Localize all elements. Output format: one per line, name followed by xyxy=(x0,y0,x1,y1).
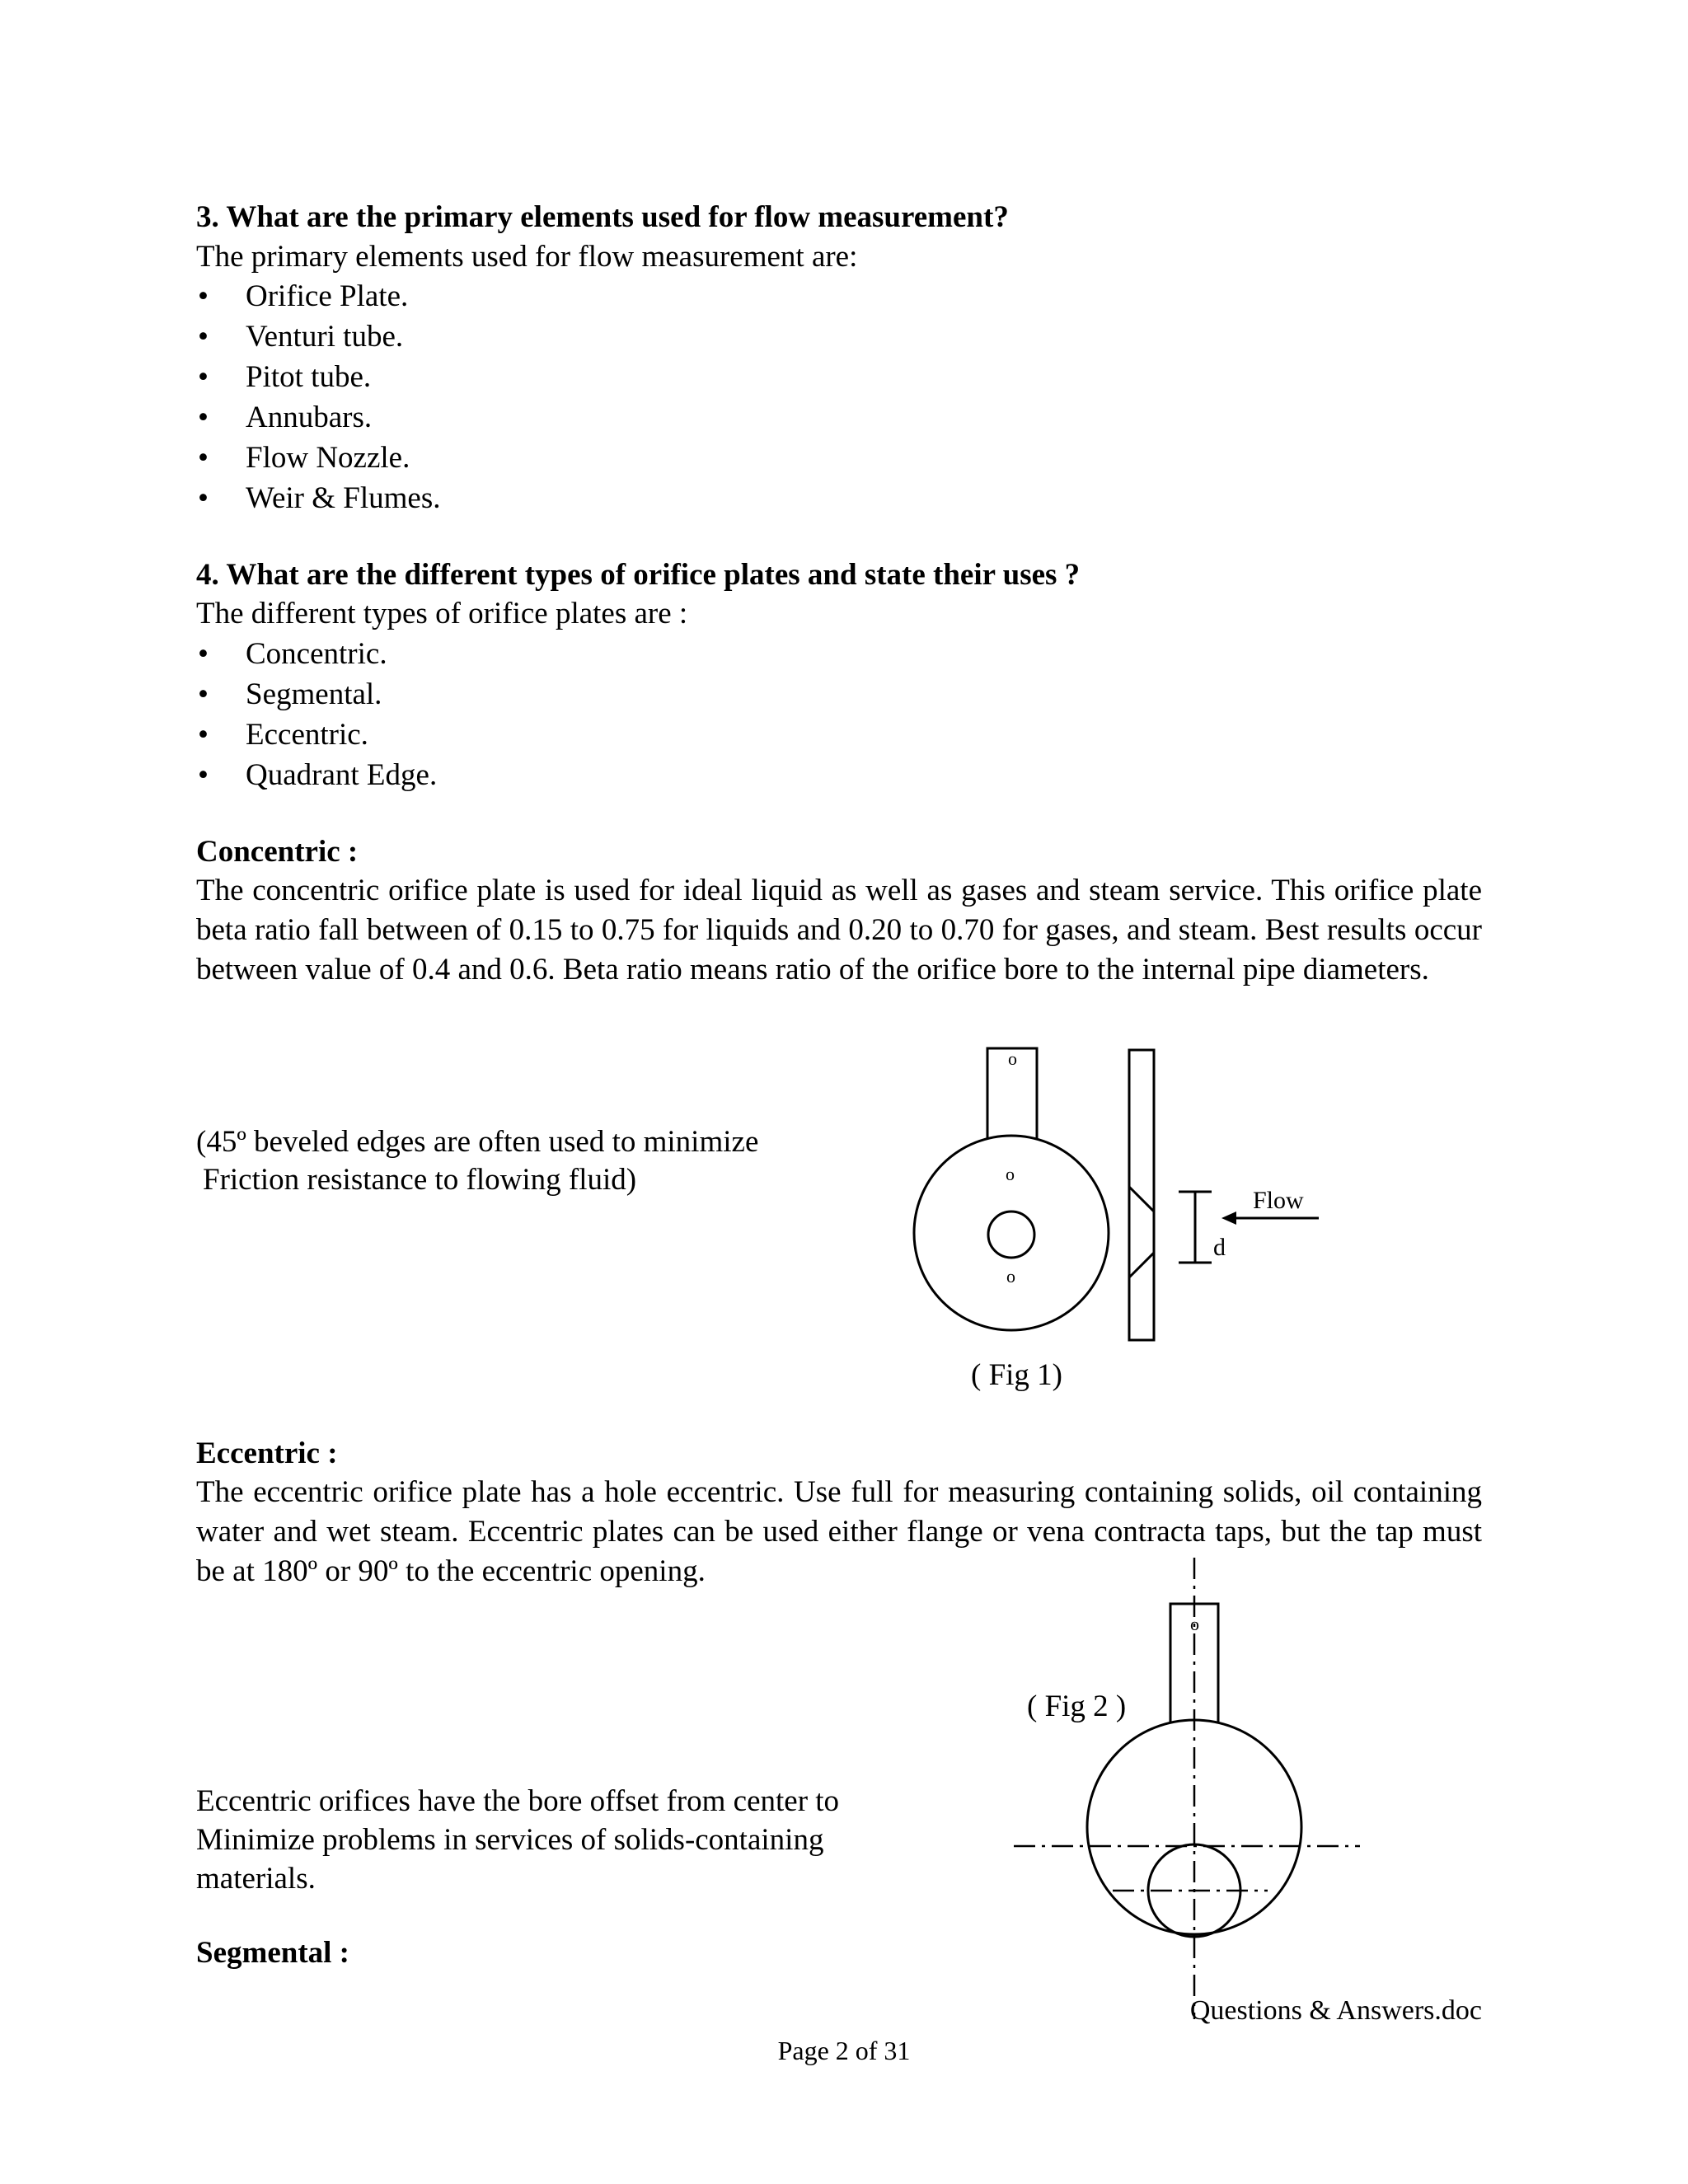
eccentric-heading: Eccentric : xyxy=(196,1436,338,1470)
list-item: • Weir & Flumes. xyxy=(198,481,441,515)
list-item: • Quadrant Edge. xyxy=(198,758,438,792)
bevel-top xyxy=(1129,1187,1154,1212)
segmental-heading: Segmental : xyxy=(196,1936,349,1970)
eccentric-body: The eccentric orifice plate has a hole eccentric. Use full for measuring containing solids, oil containing water and wet steam. Eccentric plates can be used either flange or vena contracta taps, but the tap must be at 180º or 90º to the eccentric opening. xyxy=(196,1475,1482,1588)
figure-2-caption: ( Fig 2 ) xyxy=(1027,1690,1127,1723)
plate-side-view xyxy=(1129,1050,1154,1340)
list-item: • Orifice Plate. xyxy=(198,279,409,313)
plate-hole-mark-top: o xyxy=(1006,1164,1015,1184)
eccentric-note-line-3: materials. xyxy=(196,1862,316,1896)
list-item: • Venturi tube. xyxy=(198,320,404,354)
eccentric-note-line-2: Minimize problems in services of solids-containing xyxy=(196,1823,824,1857)
question-3-intro: The primary elements used for flow measurement are: xyxy=(196,240,858,274)
flow-label: Flow xyxy=(1253,1187,1304,1214)
list-item: • Segmental. xyxy=(198,677,382,711)
question-4-heading: 4. What are the different types of orifice plates and state their uses ? xyxy=(196,558,1081,592)
flow-arrow-head xyxy=(1221,1212,1236,1225)
handle-hole-mark: o xyxy=(1008,1048,1017,1069)
bevel-bottom xyxy=(1129,1253,1154,1277)
orifice-types-list xyxy=(196,634,1020,795)
figure-1-concentric-orifice xyxy=(890,1038,1352,1401)
plate-hole-mark-bottom: o xyxy=(1006,1266,1015,1286)
list-item: • Eccentric. xyxy=(198,718,368,752)
footer-document-name: Questions & Answers.doc xyxy=(1189,1995,1482,2026)
list-item: • Flow Nozzle. xyxy=(198,441,410,475)
eccentric-note-line-1: Eccentric orifices have the bore offset from center to xyxy=(196,1784,840,1818)
figure-1-caption: ( Fig 1) xyxy=(971,1358,1062,1392)
list-item: • Annubars. xyxy=(198,401,373,434)
dimension-label: d xyxy=(1213,1234,1226,1261)
list-item: • Concentric. xyxy=(198,637,387,671)
figure-2-eccentric-orifice xyxy=(1006,1558,1385,2027)
handle-hole-mark: o xyxy=(1190,1614,1199,1634)
concentric-body: The concentric orifice plate is used for ideal liquid as well as gases and steam service. This orifice plate beta ratio fall between of 0.15 to 0.75 for liquids and 0.20 to 0.70 for gases, and steam. Best results occur between value of 0.4 and 0.6. Beta ratio means ratio of the orifice bore to the internal pipe diameters. xyxy=(196,874,1482,987)
question-3-heading: 3. What are the primary elements used for flow measurement? xyxy=(196,200,1009,234)
concentric-note-line-1: (45º beveled edges are often used to minimize xyxy=(196,1125,759,1159)
list-item: • Pitot tube. xyxy=(198,360,372,394)
question-4-intro: The different types of orifice plates are : xyxy=(196,597,688,630)
concentric-heading: Concentric : xyxy=(196,835,359,869)
footer-page-number: Page 2 of 31 xyxy=(777,2036,911,2065)
concentric-note-line-2: Friction resistance to flowing fluid) xyxy=(203,1163,637,1197)
primary-elements-list xyxy=(196,276,1020,518)
